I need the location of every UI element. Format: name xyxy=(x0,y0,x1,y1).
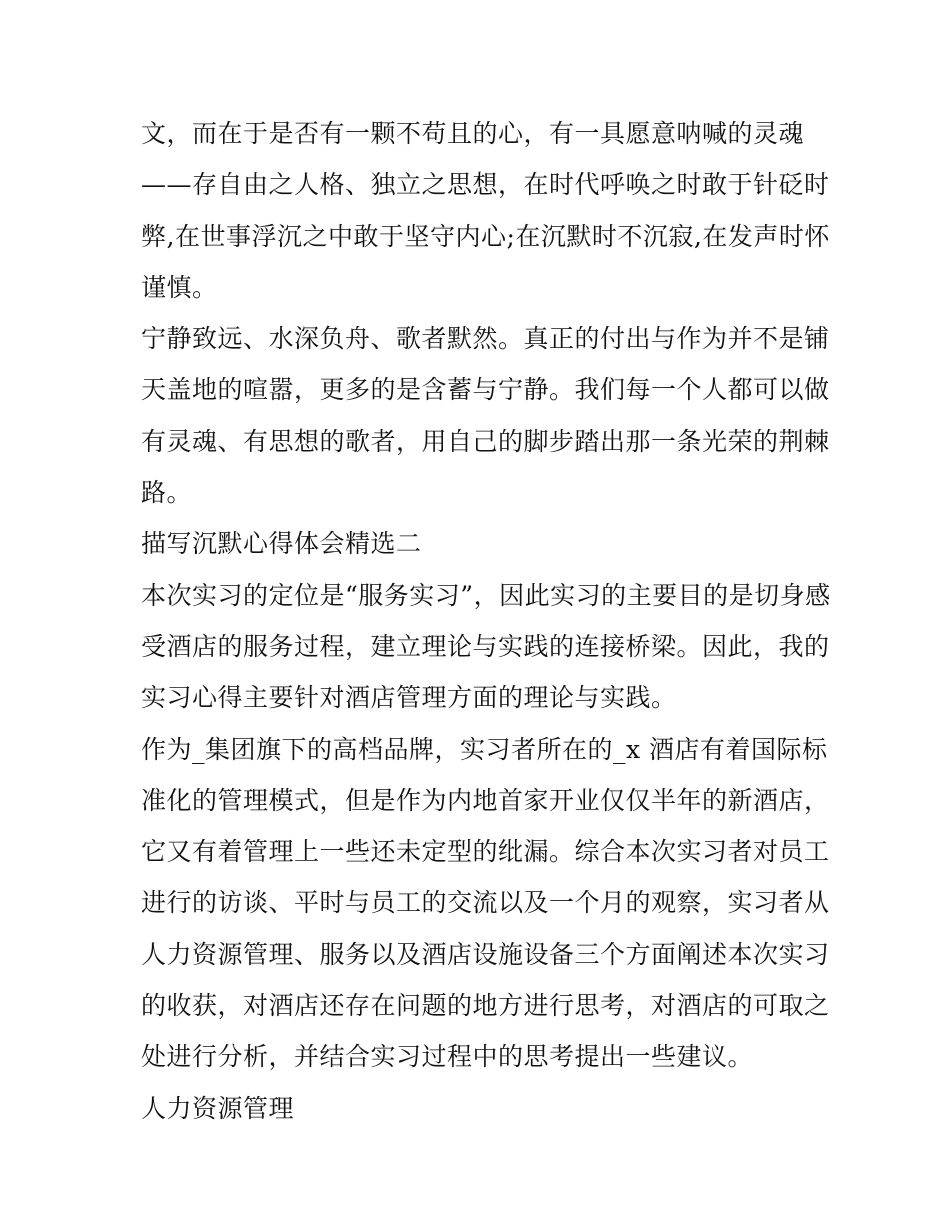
paragraph-line: 文，而在于是否有一颗不苟且的心，有一具愿意呐喊的灵魂 xyxy=(141,119,805,148)
paragraph-line: 的收获，对酒店还存在问题的地方进行思考，对酒店的可取之 xyxy=(141,991,830,1021)
section-heading-selection-two xyxy=(141,518,821,569)
paragraph-line: 宁静致远、水深负舟、歌者默然。真正的付出与作为并不是铺 xyxy=(141,324,830,354)
paragraph-2 xyxy=(141,313,830,518)
section-heading: 描写沉默心得体会精选二 xyxy=(141,529,422,559)
paragraph-line: 准化的管理模式，但是作为内地首家开业仅仅半年的新酒店， xyxy=(141,785,830,815)
paragraph-3 xyxy=(141,570,831,724)
paragraph-line: 弊,在世事浮沉之中敢于坚守内心;在沉默时不沉寂,在发声时怀 xyxy=(141,221,830,251)
paragraph-line: 谨慎。 xyxy=(141,272,218,302)
document-body xyxy=(141,108,831,1134)
paragraph-line: 进行的访谈、平时与员工的交流以及一个月的观察，实习者从 xyxy=(141,888,830,918)
paragraph-4 xyxy=(141,724,830,1083)
paragraph-line: 有灵魂、有思想的歌者，用自己的脚步踏出那一条光荣的荆棘 xyxy=(141,426,830,456)
paragraph-line: 本次实习的定位是“服务实习”，因此实习的主要目的是切身感 xyxy=(141,580,831,610)
paragraph-line: 实习心得主要针对酒店管理方面的理论与实践。 xyxy=(141,683,677,713)
paragraph-line: 它又有着管理上一些还未定型的纰漏。综合本次实习者对员工 xyxy=(141,837,830,867)
paragraph-line: 路。 xyxy=(141,478,193,508)
paragraph-line: 人力资源管理、服务以及酒店设施设备三个方面阐述本次实习 xyxy=(141,939,830,969)
paragraph-line: 受酒店的服务过程，建立理论与实践的连接桥梁。因此，我的 xyxy=(141,631,830,661)
paragraph-line: 处进行分析，并结合实习过程中的思考提出一些建议。 xyxy=(141,1042,754,1072)
paragraph-line: 天盖地的喧嚣，更多的是含蓄与宁静。我们每一个人都可以做 xyxy=(141,375,830,405)
paragraph-line: 作为_集团旗下的高档品牌，实习者所在的_x 酒店有着国际标 xyxy=(141,734,828,764)
section-heading: 人力资源管理 xyxy=(141,1093,295,1123)
paragraph-line: ——存自由之人格、独立之思想，在时代呼唤之时敢于针砭时 xyxy=(141,170,830,200)
section-heading-hr-management xyxy=(141,1083,821,1134)
paragraph-1 xyxy=(141,108,830,313)
